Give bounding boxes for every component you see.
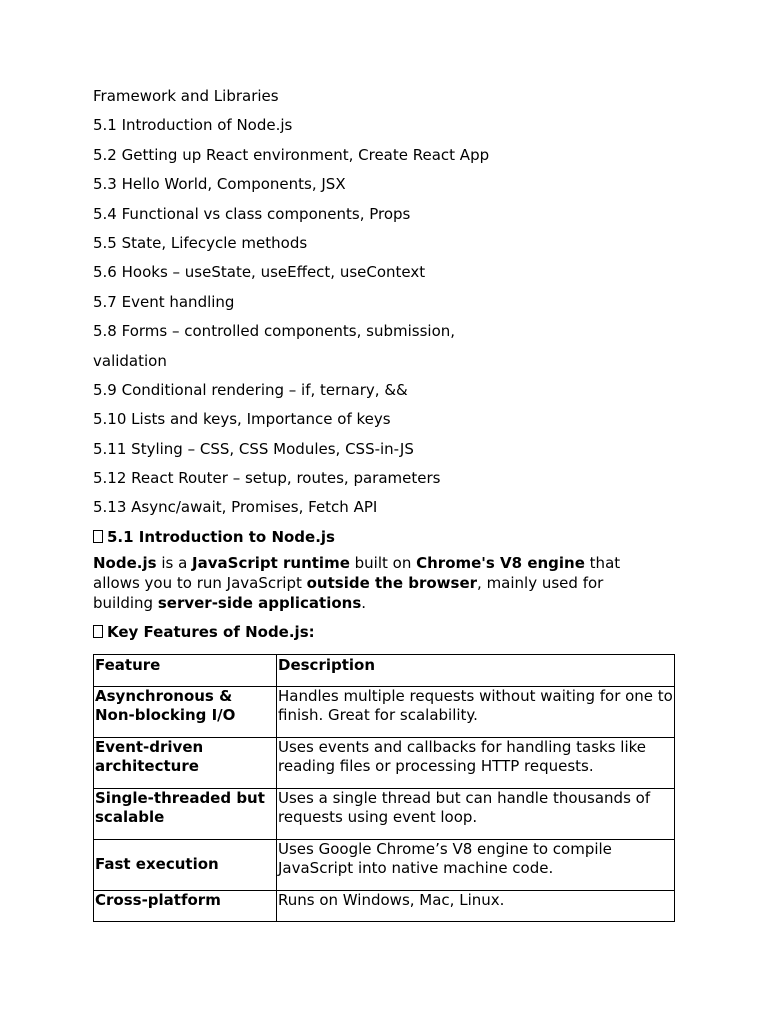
features-table	[93, 654, 675, 922]
intro-text: , mainly used for building	[93, 573, 604, 612]
table-row	[94, 890, 675, 921]
missing-glyph-icon	[93, 625, 103, 638]
toc-item: 5.12 React Router – setup, routes, parameters	[93, 469, 441, 488]
table-row	[94, 686, 675, 737]
toc-item: 5.1 Introduction of Node.js	[93, 116, 293, 135]
document-page	[93, 84, 683, 922]
description-cell: Uses Google Chrome’s V8 engine to compile JavaScript into native machine code.	[277, 839, 675, 890]
intro-text: built on	[349, 553, 417, 572]
toc-title: Framework and Libraries	[93, 87, 279, 105]
toc-item: 5.2 Getting up React environment, Create React App	[93, 145, 490, 164]
toc-item: 5.4 Functional vs class components, Props	[93, 204, 411, 223]
table-header-row	[94, 654, 675, 686]
intro-text: is a	[156, 553, 193, 572]
table-header-cell: Feature	[94, 654, 277, 686]
toc-item: 5.11 Styling – CSS, CSS Modules, CSS-in-JS	[93, 439, 414, 458]
intro-text: .	[361, 593, 367, 612]
intro-bold: server-side applications	[157, 593, 362, 612]
intro-bold: outside the browser	[306, 573, 478, 592]
toc-item: 5.6 Hooks – useState, useEffect, useContext	[93, 263, 426, 282]
intro-text: that allows you to run JavaScript	[93, 553, 621, 592]
table-row	[94, 839, 675, 890]
features-heading	[93, 620, 683, 649]
missing-glyph-icon	[93, 530, 103, 543]
feature-cell: Fast execution	[94, 839, 277, 890]
toc-item: 5.7 Event handling	[93, 292, 235, 311]
table-row	[94, 788, 675, 839]
toc-item: 5.3 Hello World, Components, JSX	[93, 175, 346, 194]
intro-bold: Node.js	[93, 553, 157, 572]
feature-cell: Cross-platform	[94, 890, 277, 921]
intro-bold: Chrome's V8 engine	[416, 553, 585, 572]
description-cell: Uses events and callbacks for handling tasks like reading files or processing HTTP requests.	[277, 737, 675, 788]
section-heading-text: 5.1 Introduction to Node.js	[107, 527, 335, 546]
intro-paragraph	[93, 553, 653, 613]
toc-item: 5.8 Forms – controlled components, submission,	[93, 322, 456, 341]
feature-cell: Single-threaded but scalable	[94, 788, 277, 839]
description-cell: Handles multiple requests without waiting for one to finish. Great for scalability.	[277, 686, 675, 737]
intro-bold: JavaScript runtime	[192, 553, 350, 572]
toc-item: 5.10 Lists and keys, Importance of keys	[93, 410, 391, 429]
toc-item: validation	[93, 351, 167, 370]
description-cell: Uses a single thread but can handle thousands of requests using event loop.	[277, 788, 675, 839]
feature-cell: Asynchronous & Non-blocking I/O	[94, 686, 277, 737]
description-cell: Runs on Windows, Mac, Linux.	[277, 890, 675, 921]
toc-item: 5.9 Conditional rendering – if, ternary, &&	[93, 380, 408, 399]
table-header-cell: Description	[277, 654, 675, 686]
table-row	[94, 737, 675, 788]
toc-item: 5.13 Async/await, Promises, Fetch API	[93, 498, 378, 517]
toc-item: 5.5 State, Lifecycle methods	[93, 233, 308, 252]
section-heading	[93, 525, 683, 554]
features-heading-text: Key Features of Node.js:	[107, 622, 315, 641]
feature-cell: Event-driven architecture	[94, 737, 277, 788]
